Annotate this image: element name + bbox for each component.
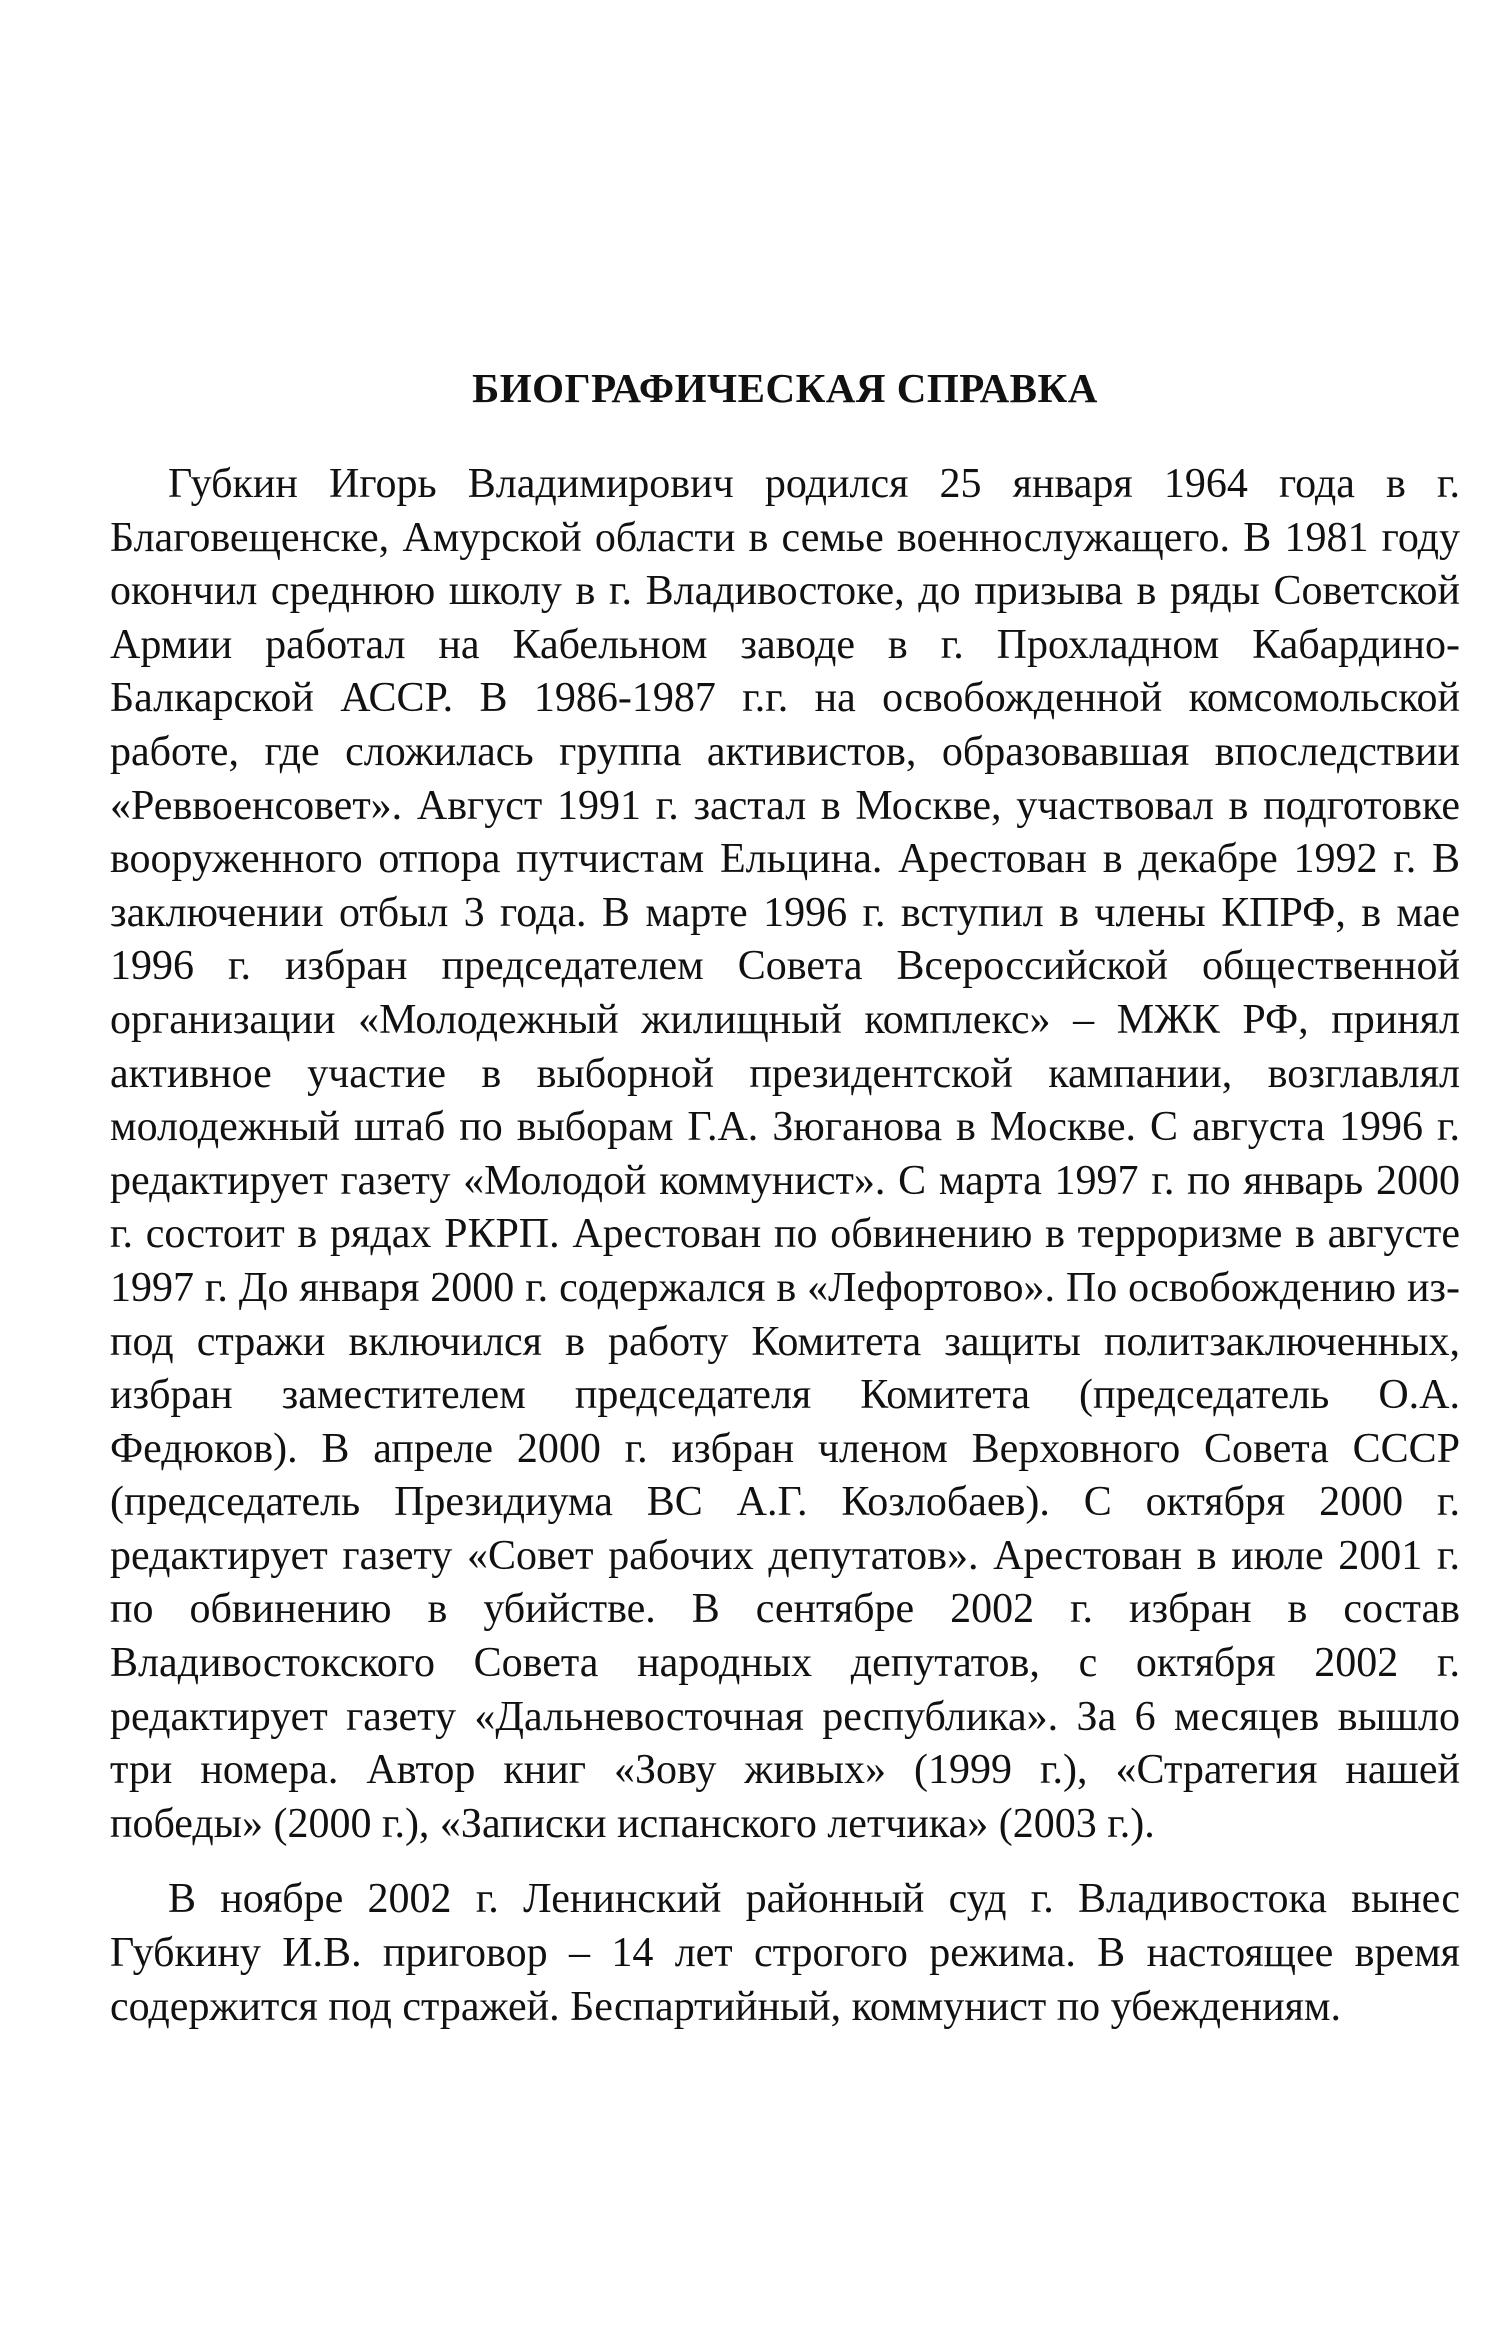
document-page [110, 362, 1460, 2034]
biography-paragraph-2: В ноябре 2002 г. Ленинский районный суд г. Владивостока вынес Губкину И.В. приговор – 14 лет строгого режима. В настоящее время содержится под стражей. Беспартийный, коммунист по убеждениям. [110, 1876, 1460, 2030]
biography-paragraph-1: Губкин Игорь Владимирович родился 25 января 1964 года в г. Благовещенске, Амурской области в семье военнослужащего. В 1981 году окончил среднюю школу в г. Владивостоке, до призыва в ряды Советской Армии работал на Кабельном заводе в г. Прохладном Кабардино-Балкарской АССР. В 1986-1987 г.г. на освобожденной комсомольской работе, где сложилась группа активистов, образовавшая впоследствии «Реввоенсовет». Август 1991 г. застал в Москве, участвовал в подготовке вооруженного отпора путчистам Ельцина. Арестован в декабре 1992 г. В заключении отбыл 3 года. В марте 1996 г. вступил в члены КПРФ, в мае 1996 г. избран председателем Совета Всероссийской общественной организации «Молодежный жилищный комплекс» – МЖК РФ, принял активное участие в выборной президентской кампании, возглавлял молодежный штаб по выборам Г.А. Зюганова в Москве. С августа 1996 г. редактирует газету «Молодой коммунист». С марта 1997 г. по январь 2000 г. состоит в рядах РКРП. Арестован по обвинению в терроризме в августе 1997 г. До января 2000 г. содержался в «Лефортово». По освобождению из-под стражи включился в работу Комитета защиты политзаключенных, избран заместителем председателя Комитета (председатель О.А. Федюков). В апреле 2000 г. избран членом Верховного Совета СССР (председатель Президиума ВС А.Г. Козлобаев). С октября 2000 г. редактирует газету «Совет рабочих депутатов». Арестован в июле 2001 г. по обвинению в убийстве. В сентябре 2002 г. избран в состав Владивостокского Совета народных депутатов, с октября 2002 г. редактирует газету «Дальневосточная республика». За 6 месяцев вышло три номера. Автор книг «Зову живых» (1999 г.), «Стратегия нашей победы» (2000 г.), «Записки испанского летчика» (2003 г.). [110, 461, 1460, 1847]
document-title: БИОГРАФИЧЕСКАЯ СПРАВКА [472, 365, 1098, 411]
